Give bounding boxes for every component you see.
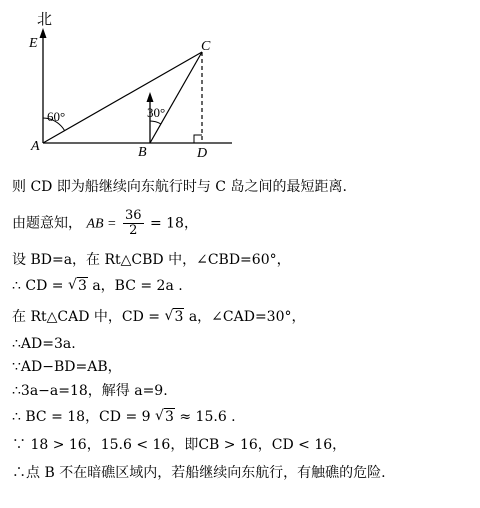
angle-label-b: 30° [147, 105, 166, 120]
line-9-text-a: ∴ BC = 18，CD = 9 [12, 409, 151, 425]
line-5-text-a: 在 Rt△CAD 中，CD = [12, 309, 160, 325]
solution-line-5 [12, 307, 306, 327]
sqrt-symbol [164, 307, 184, 327]
solution-line-7: ∵AD−BD=AB， [12, 359, 122, 375]
line-5-text-b: a，∠CAD=30°， [188, 309, 306, 325]
sqrt-radicand: 3 [77, 278, 87, 294]
angle-arc-b [150, 121, 161, 124]
segment-bc [150, 52, 202, 143]
solution-line-11: ∴点 B 不在暗礁区域内，若船继续向东航行，有触礁的危险. [12, 465, 386, 481]
north-arrow-b [147, 92, 154, 102]
fraction-denominator: 2 [129, 223, 138, 238]
line-4-text-b: a，BC = 2a . [92, 278, 183, 294]
solution-line-3: 设 BD=a，在 Rt△CBD 中，∠CBD=60°， [12, 252, 291, 268]
label-c: C [201, 39, 211, 54]
line-4-text-a: ∴ CD = [12, 278, 64, 294]
sqrt-symbol [68, 276, 88, 296]
angle-label-a: 60° [47, 109, 66, 124]
segment-ac [43, 52, 202, 143]
solution-line-9 [12, 407, 236, 427]
line-9-text-b: ≈ 15.6 . [179, 409, 236, 425]
north-label: 北 [37, 10, 53, 28]
solution-line-6: ∴AD=3a. [12, 336, 76, 352]
solution-line-8: ∴3a−a=18，解得 a=9. [12, 383, 168, 399]
fraction-numerator: 36 [124, 208, 142, 223]
solution-line-1: 则 CD 即为船继续向东航行时与 C 岛之间的最短距离. [12, 179, 347, 195]
right-angle-marker [194, 135, 202, 143]
line-2-rhs: = 18， [149, 215, 198, 232]
sqrt-radicand: 3 [165, 409, 174, 425]
sqrt-radicand: 3 [174, 309, 184, 325]
label-d: D [197, 146, 208, 160]
solution-line-4 [12, 276, 183, 296]
label-a: A [31, 139, 40, 154]
fraction-36-over-2 [123, 209, 144, 238]
solution-line-2 [12, 209, 198, 238]
geometry-diagram [0, 0, 260, 160]
label-e: E [29, 36, 38, 51]
sqrt-symbol [155, 407, 175, 427]
solution-line-10: ∵ 18 > 16，15.6 < 16，即CB > 16，CD < 16， [12, 437, 347, 453]
north-arrow-a [40, 28, 47, 38]
line-2-lhs: AB = [86, 216, 117, 232]
label-b: B [138, 145, 147, 160]
line-2-prefix: 由题意知， [12, 215, 82, 232]
